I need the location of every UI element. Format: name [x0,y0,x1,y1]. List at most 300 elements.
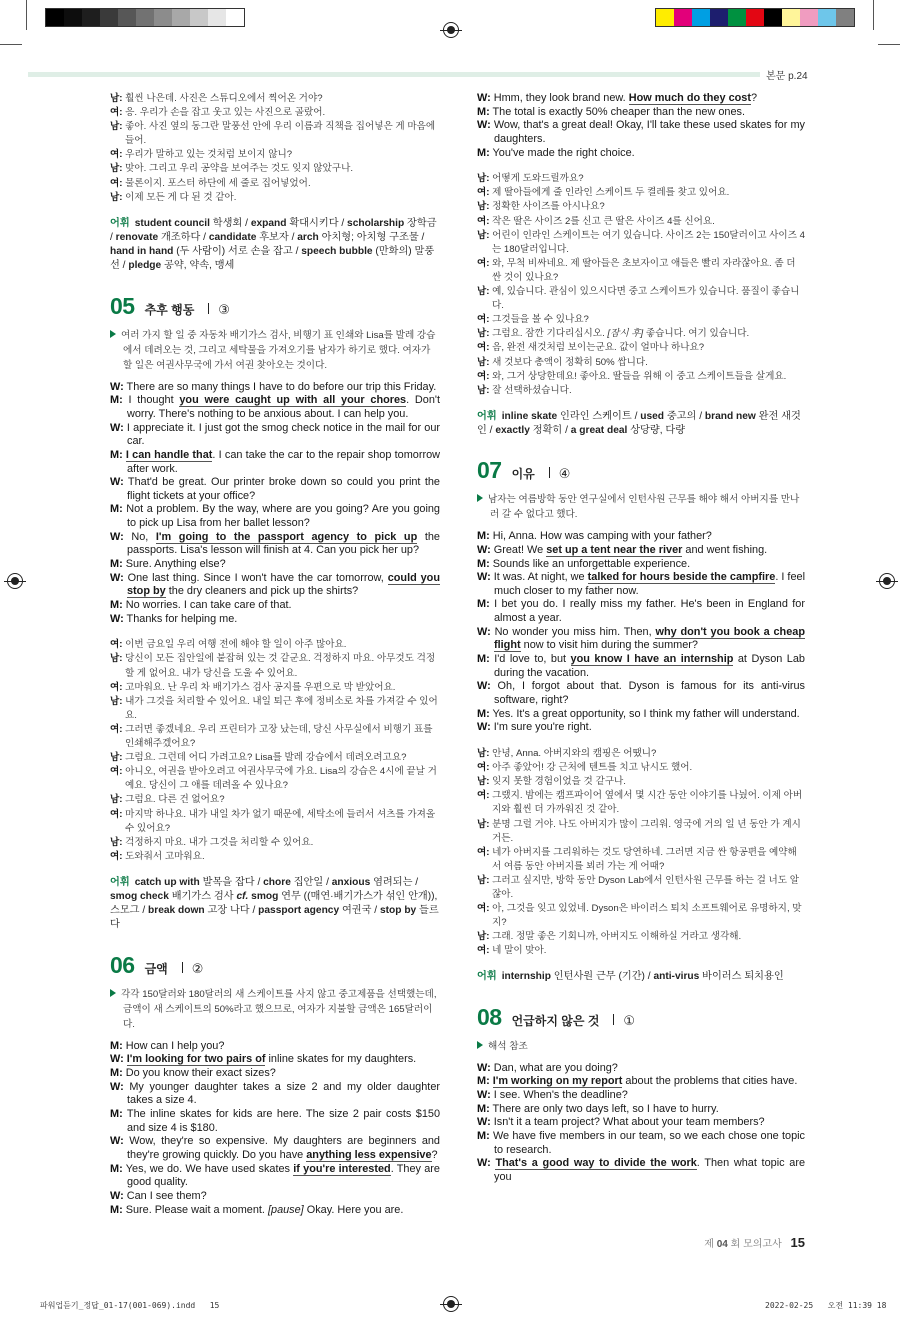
line-text: The inline skates for kids are here. The size 2 pair costs $150 and size 4 is $180. [122,1107,440,1134]
speaker-label: M: [110,448,123,461]
speaker-label: 남: [477,748,490,760]
vocab-term: speech bubble [301,246,373,258]
vocabulary-label: 어휘 [110,876,130,888]
speaker-label: M: [110,1162,123,1175]
speaker-label: 여: [477,945,490,957]
speaker-label: W: [110,1053,124,1066]
vocab-term: smog check [110,891,169,903]
vocab-meaning: 후보자 / [256,231,298,243]
key-phrase: you know I have an internship [570,653,734,666]
korean-translation-04 [110,92,440,205]
speaker-label: M: [477,530,490,543]
speaker-label: 여: [477,314,490,326]
korean-translation-06 [477,172,805,398]
dialogue-line [477,257,805,285]
speaker-label: 여: [477,762,490,774]
dialogue-line [110,723,440,751]
dialogue-line [477,370,805,384]
dialogue-line [477,818,805,846]
script-06 [110,1040,440,1218]
speaker-label: 남: [477,201,490,213]
key-phrase: set up a tent near the river [546,543,683,556]
line-text: 와, 그거 상당한데요! 좋아요. 딸들을 위해 이 중고 스케이트들을 살게요. [489,370,787,382]
line-text: 이번 금요일 우리 여행 전에 해야 할 일이 아주 많아요. [122,639,347,651]
speaker-label: 남: [110,121,123,133]
speaker-label: 여: [477,342,490,354]
dialogue-line [110,120,440,148]
vocab-term: chore [263,876,291,888]
line-text: 분명 그럴 거야. 나도 아버지가 많이 그리워. 영국에 거의 일 년 동안 가 계시거든. [489,818,801,844]
dialogue-line [110,1081,440,1108]
line-text: I'm sure you're right. [490,721,592,734]
line-text: 그럼요. 잠깐 기다리십시오. [489,328,608,340]
vocab-meaning: 들르다 [110,905,439,931]
speaker-label: 남: [110,93,123,104]
speaker-label: M: [477,146,490,159]
line-text: 잊지 못할 경험이었을 것 같구나. [489,776,626,788]
dialogue-line [477,708,805,722]
key-phrase: talked for hours beside the campfire [587,571,776,584]
speaker-label: 여: [110,766,123,778]
question-type: 금액 [144,961,168,976]
script-06-continued [477,92,805,160]
dialogue-line [477,229,805,257]
triangle-bullet-icon [477,494,483,502]
key-phrase: I'm working on my report [492,1075,623,1088]
dialogue-line [477,1157,805,1184]
question-type: 추후 행동 [144,302,195,317]
speaker-label: 남: [110,191,123,203]
line-text: Not a problem. By the way, where are you going? Are you going to pick up Lisa from her ballet lesson? [122,503,440,530]
line-text: 내가 그것을 처리할 수 있어요. 내일 퇴근 후에 정비소로 차를 가져갈 수 있어요. [122,695,438,721]
line-text: I appreciate it. I just got the smog check notice in the mail for our car. [123,421,440,448]
line-text: Isn't it a team project? What about your team members? [490,1116,765,1129]
speaker-label: W: [110,612,124,625]
dialogue-line [477,285,805,313]
vocab-term: renovate [115,231,159,243]
separator [549,467,550,478]
line-text: 당신이 모든 집안일에 붙잡혀 있는 것 같군요. 걱정하지 마요. 아무것도 걱정할 게 없어요. 내가 당신을 도울 수 있어요. [122,653,436,679]
line-text: 새 것보다 총액이 정확히 50% 쌉니다. [489,356,648,368]
two-column-layout [110,92,805,1217]
line-text: 그것들을 볼 수 있나요? [489,314,589,326]
vocab-term: arch [297,231,319,243]
registration-mark-icon [443,1296,459,1312]
vocab-meaning: 정확히 / [529,424,571,436]
vocab-meaning: 개조하다 / [158,231,209,243]
speaker-label: 여: [477,215,490,227]
korean-translation-07 [477,747,805,958]
dialogue-line [110,503,440,530]
dialogue-line [477,653,805,680]
speaker-label: 여: [477,257,490,269]
separator [208,303,209,314]
dialogue-line [477,106,805,120]
speaker-label: M: [477,653,490,666]
line-text: I'd love to, but [489,653,571,666]
dialogue-line [110,695,440,723]
line-text: . They are good quality. [127,1162,440,1189]
dialogue-line [477,846,805,874]
speaker-label: W: [477,119,491,132]
speaker-label: 남: [477,356,490,368]
vocabulary-label: 어휘 [110,217,130,229]
vocabulary-label: 어휘 [477,410,497,422]
question-number: 07 [477,457,502,484]
line-text: 좋습니다. 여기 있습니다. [643,328,750,340]
line-text: I see. When's the deadline? [490,1088,628,1101]
line-text: 그러고 싶지만, 방학 동안 Dyson Lab에서 인턴사원 근무를 하는 걸 너도 알잖아. [489,874,800,900]
key-phrase: if you're interested [293,1162,391,1175]
line-text: Hmm, they look brand new. [490,92,629,104]
vocab-meaning: 학생회 / [209,217,251,229]
vocab-meaning: 장학금 / [110,217,437,243]
answer-number: ③ [218,301,230,317]
vocab-term: candidate [208,231,257,243]
speaker-label: 남: [477,776,490,788]
answer-explanation: 여러 가지 할 일 중 자동차 배기가스 검사, 비행기 표 인쇄와 Lisa를 발레 강습에서 데려오는 것, 그리고 세탁물을 가져오기를 남자가 하기로 했다. 여자가 할 일은 여권사무국에 가서 여권 찾아오는 것이다. [121,329,436,371]
dialogue-line [110,850,440,864]
dialogue-line [110,558,440,572]
line-text: 아니오, 여권을 받아오려고 여권사무국에 가요. Lisa의 강습은 4시에 끝날 거예요. 당신이 그 애를 데려올 수 있나요? [122,766,437,792]
speaker-label: W: [477,1116,491,1129]
dialogue-line [110,106,440,120]
line-text: 네가 아버지를 그리워하는 것도 당연하네. 그러면 지금 싼 항공편을 예약해서 여름 동안 아버지를 뵈러 가는 게 어때? [489,846,797,872]
speaker-label: W: [110,421,124,434]
speaker-label: W: [477,543,491,556]
line-text: 와, 무척 비싸네요. 제 딸아들은 초보자이고 애들은 빨리 자라잖아요. 좀 더 싼 것이 있나요? [489,257,796,283]
vocab-term: hand in hand [110,246,174,258]
vocab-term: used [640,410,665,422]
dialogue-line [477,571,805,598]
triangle-bullet-icon [110,330,116,338]
vocab-meaning: 상당량, 다량 [627,424,686,436]
dialogue-line [110,1204,440,1218]
dialogue-line [110,177,440,191]
line-text: ? [750,92,758,104]
vocabulary-04 [110,217,440,274]
vocab-meaning: 염려되는 / [370,876,419,888]
line-text: 정확한 사이즈를 아시나요? [489,201,605,213]
line-text: 그러면 좋겠네요. 우리 프린터가 고장 났는데, 당신 사무실에서 비행기 표를 인쇄해주겠어요? [122,723,433,750]
line-text: now to visit him during the summer? [520,639,698,652]
dialogue-line [477,147,805,161]
dialogue-line [477,341,805,355]
line-text: Sounds like an unforgettable experience. [489,557,691,570]
vocab-term: catch up with [134,876,200,888]
page-footer [0,1235,805,1250]
speaker-label: 여: [477,187,490,199]
script-07 [477,530,805,735]
answer-number: ④ [558,466,571,482]
speaker-label: W: [477,721,491,734]
line-text: Great! We [490,543,547,556]
speaker-label: 남: [477,874,490,886]
key-phrase: I'm going to the passport agency to pick up [155,530,418,543]
dialogue-line [477,200,805,214]
dialogue-line [477,761,805,775]
line-text: 예, 있습니다. 관심이 있으시다면 중고 스케이트가 있습니다. 품질이 좋습니다. [489,286,800,312]
line-text: Yes. It's a great opportunity, so I think my father will understand. [489,707,800,720]
vocab-meaning: 집안일 / [290,876,332,888]
separator [182,962,183,973]
line-text: 그럼요. 다른 건 없어요? [122,794,225,806]
vocab-term: expand [250,217,287,229]
dialogue-line [477,747,805,761]
line-text: 아, 그것을 잊고 있었네. Dyson은 바이러스 퇴치 소프트웨어로 유명하지, 맞지? [489,903,802,929]
key-phrase: could you stop by [127,571,440,598]
dialogue-line [477,680,805,707]
speaker-label: 여: [110,808,123,820]
speaker-label: M: [477,598,490,611]
line-text: inline skates for my daughters. [265,1053,417,1066]
line-text: 물론이지. 포스터 하단에 세 줄로 집어넣었어. [122,177,311,189]
line-text: about the problems that cities have. [622,1075,798,1088]
dialogue-line [477,384,805,398]
dialogue-line [110,381,440,395]
speaker-label: M: [110,1107,123,1120]
dialogue-line [110,449,440,476]
dialogue-line [477,626,805,653]
question-07 [477,456,805,522]
line-text: Okay. Here you are. [303,1203,404,1216]
answer-explanation: 해석 참조 [488,1040,528,1052]
dialogue-line [110,836,440,850]
vocab-term: stop by [379,905,417,917]
line-text: 작은 딸은 사이즈 2를 신고 큰 딸은 사이즈 4를 신어요. [489,215,715,227]
speaker-label: W: [477,571,491,584]
line-text: the dry cleaners and pick up the shirts? [165,585,359,598]
question-08 [477,1003,805,1054]
line-text: Do you know their exact sizes? [122,1067,276,1079]
line-text: Dan, what are you doing? [490,1061,618,1074]
dialogue-line [110,162,440,176]
line-text: You've made the right choice. [489,146,635,159]
speaker-label: 여: [477,370,490,382]
dialogue-line [477,944,805,958]
line-text: Oh, I forgot about that. Dyson is famous for its anti-virus software, right? [490,680,805,707]
line-text: One last thing. Since I won't have the car tomorrow, [123,571,388,584]
speaker-label: M: [477,1129,490,1142]
dialogue-line [110,751,440,765]
dialogue-line [477,1062,805,1076]
speaker-label: 여: [477,903,490,915]
footer-prefix: 제 [704,1239,714,1251]
key-phrase: anything less expensive [306,1148,432,1161]
dialogue-line [477,186,805,200]
speaker-label: 남: [477,229,490,241]
line-text: at Dyson Lab during the vacation. [494,653,805,679]
vocab-term: cf. [236,891,249,903]
key-phrase: I can handle that [125,448,213,461]
vocab-term: break down [148,905,205,917]
speaker-label: M: [477,557,490,570]
line-text: Thanks for helping me. [123,612,238,625]
dialogue-line [477,1130,805,1157]
dialogue-line [110,1067,440,1081]
line-text: No worries. I can take care of that. [122,599,292,612]
speaker-label: M: [477,1075,490,1088]
dialogue-line [477,775,805,789]
speaker-label: W: [477,1061,491,1074]
line-text: 훨씬 나은데. 사진은 스튜디오에서 찍어온 거야? [122,93,323,104]
line-text: 잘 선택하셨습니다. [489,384,572,396]
dialogue-line [110,1190,440,1204]
line-text: 이제 모든 게 다 된 것 같아. [122,191,237,203]
key-phrase: How much do they cost [628,92,751,104]
dialogue-line [110,1135,440,1162]
line-text: Can I see them? [123,1189,207,1202]
dialogue-line [477,313,805,327]
speaker-label: W: [477,1157,491,1170]
line-text: I bet you do. I really miss my father. He's been in England for almost a year. [489,598,805,625]
dialogue-line [110,599,440,613]
line-text: 어린이 인라인 스케이트는 여기 있습니다. 사이즈 2는 150달러이고 사이즈 4는 180달러입니다. [489,229,805,255]
left-column [110,92,440,1217]
line-text: 음, 완전 새것처럼 보이는군요. 값이 얼마나 하나요? [489,342,705,354]
dialogue-line [110,638,440,652]
speaker-label: 남: [477,286,490,298]
line-text: How can I help you? [122,1039,225,1052]
vocab-meaning: 연무 ((매연·배기가스가 섞인 안개)), 스모그 / [110,891,438,917]
line-text: It was. At night, we [490,571,588,584]
vocab-meaning: 여권국 / [339,905,380,917]
answer-number: ① [623,1012,636,1028]
line-text: Sure. Please wait a moment. [122,1203,268,1216]
vocab-term: scholarship [347,217,405,229]
line-text: 응. 우리가 손을 잡고 웃고 있는 사진으로 골랐어. [122,107,326,119]
vocab-meaning: 인턴사원 근무 (기간) / [550,971,654,983]
question-05 [110,292,440,373]
speaker-label: W: [110,1189,124,1202]
line-text: . Don't worry. There's nothing to be anxious about. I can help you. [127,394,440,420]
speaker-label: M: [110,1067,123,1079]
line-text: Yes, we do. We have used skates [122,1162,294,1175]
dialogue-line [110,191,440,205]
page-number: 15 [790,1235,805,1251]
line-text: 그래. 정말 좋은 기회니까, 아버지도 이해하실 거라고 생각해. [489,931,742,943]
separator [613,1014,614,1025]
triangle-bullet-icon [110,989,116,997]
line-text: . I can take the car to the repair shop tomorrow after work. [127,448,441,475]
dialogue-line [110,681,440,695]
vocab-term: pledge [128,260,162,272]
dialogue-line [477,215,805,229]
answer-explanation: 남자는 여름방학 동안 연구실에서 인턴사원 근무를 해야 해서 아버지를 만나러 갈 수 없다고 했다. [488,494,800,521]
dialogue-line [110,1053,440,1067]
speaker-label: M: [477,105,490,118]
line-text: 걱정하지 마요. 내가 그것을 처리할 수 있어요. [122,836,314,848]
speaker-label: W: [110,1135,124,1148]
vocabulary-07 [477,970,805,984]
dialogue-line [110,531,440,558]
speaker-label: W: [110,1080,124,1093]
speaker-label: 남: [110,794,123,806]
speaker-label: 남: [110,836,123,848]
speaker-label: W: [110,476,124,489]
vocab-meaning: 확대시키다 / [286,217,348,229]
vocab-term: smog [251,891,279,903]
speaker-label: M: [477,707,490,720]
vocab-meaning: (만화의) 말풍선 / [110,246,435,272]
line-text: I thought [122,394,180,407]
speaker-label: 여: [110,723,123,735]
line-text: 맞아. 그리고 우리 공약을 보여주는 것도 잊지 않았구나. [122,163,354,175]
vocabulary-label: 어휘 [477,971,497,983]
dialogue-line [477,92,805,106]
vocab-meaning: (두 사람이) 서로 손을 잡고 / [173,246,302,258]
vocab-meaning: 고장 나다 / [204,905,259,917]
print-slug [0,1294,900,1324]
vocab-meaning: 공약, 약속, 맹세 [161,260,235,272]
line-text: [pause] [267,1203,304,1216]
dialogue-line [110,148,440,162]
speaker-label: M: [110,1039,123,1052]
line-text: ? [431,1148,438,1161]
korean-translation-05 [110,638,440,864]
dialogue-line [110,1108,440,1135]
dialogue-line [110,1040,440,1054]
line-text: 안녕, Anna. 아버지와의 캠핑은 어땠니? [489,748,657,760]
question-type: 이유 [511,467,535,482]
vocab-term: brand new [704,410,756,422]
speaker-label: 여: [110,681,123,693]
dialogue-line [477,530,805,544]
vocab-term: anxious [331,876,371,888]
line-text: 우리가 말하고 있는 것처럼 보이지 않니? [122,149,293,161]
dialogue-line [110,422,440,449]
speaker-label: 여: [477,790,490,802]
speaker-label: 남: [477,328,490,340]
dialogue-line [477,1089,805,1103]
speaker-label: 여: [110,107,123,119]
speaker-label: 남: [110,695,123,707]
line-text: 그랬지. 밤에는 캠프파이어 옆에서 몇 시간 동안 이야기를 나눴어. 이제 아버지와 훨씬 더 가까워진 것 같아. [489,790,803,816]
answer-number: ② [191,960,204,976]
vocab-meaning: 완전 새것인 / [477,410,801,436]
line-text: 그럼요. 그런데 어디 가려고요? Lisa를 발레 강습에서 데려오려고요? [122,752,407,764]
dialogue-line [477,172,805,186]
speaker-label: W: [477,1088,491,1101]
vocabulary-06 [477,410,805,438]
line-text: The total is exactly 50% cheaper than the new ones. [489,105,745,118]
page-reference: 본문 p.24 [766,71,808,82]
dialogue-line [110,793,440,807]
line-text: [잠시 후] [607,328,644,340]
speaker-label: W: [477,625,491,638]
speaker-label: M: [110,599,123,612]
dialogue-line [477,721,805,735]
footer-suffix: 회 모의고사 [730,1239,782,1251]
speaker-label: 남: [110,752,123,764]
speaker-label: M: [110,1203,123,1216]
vocab-meaning: 바이러스 퇴치용인 [699,971,784,983]
vocab-meaning: 발목을 잡다 / [199,876,264,888]
dialogue-line [477,598,805,625]
speaker-label: M: [110,558,123,571]
speaker-label: W: [477,92,491,104]
script-08 [477,1062,805,1185]
line-text: 제 딸아들에게 줄 인라인 스케이트 두 켤레를 찾고 있어요. [489,187,730,199]
speaker-label: W: [477,680,491,693]
question-06 [110,951,440,1032]
dialogue-line [110,652,440,680]
dialogue-line [110,476,440,503]
vocab-term: internship [501,971,551,983]
line-text: 아주 좋았어! 강 근처에 텐트를 치고 낚시도 했어. [489,762,693,774]
speaker-label: 남: [477,931,490,943]
test-number: 04 [716,1239,728,1251]
